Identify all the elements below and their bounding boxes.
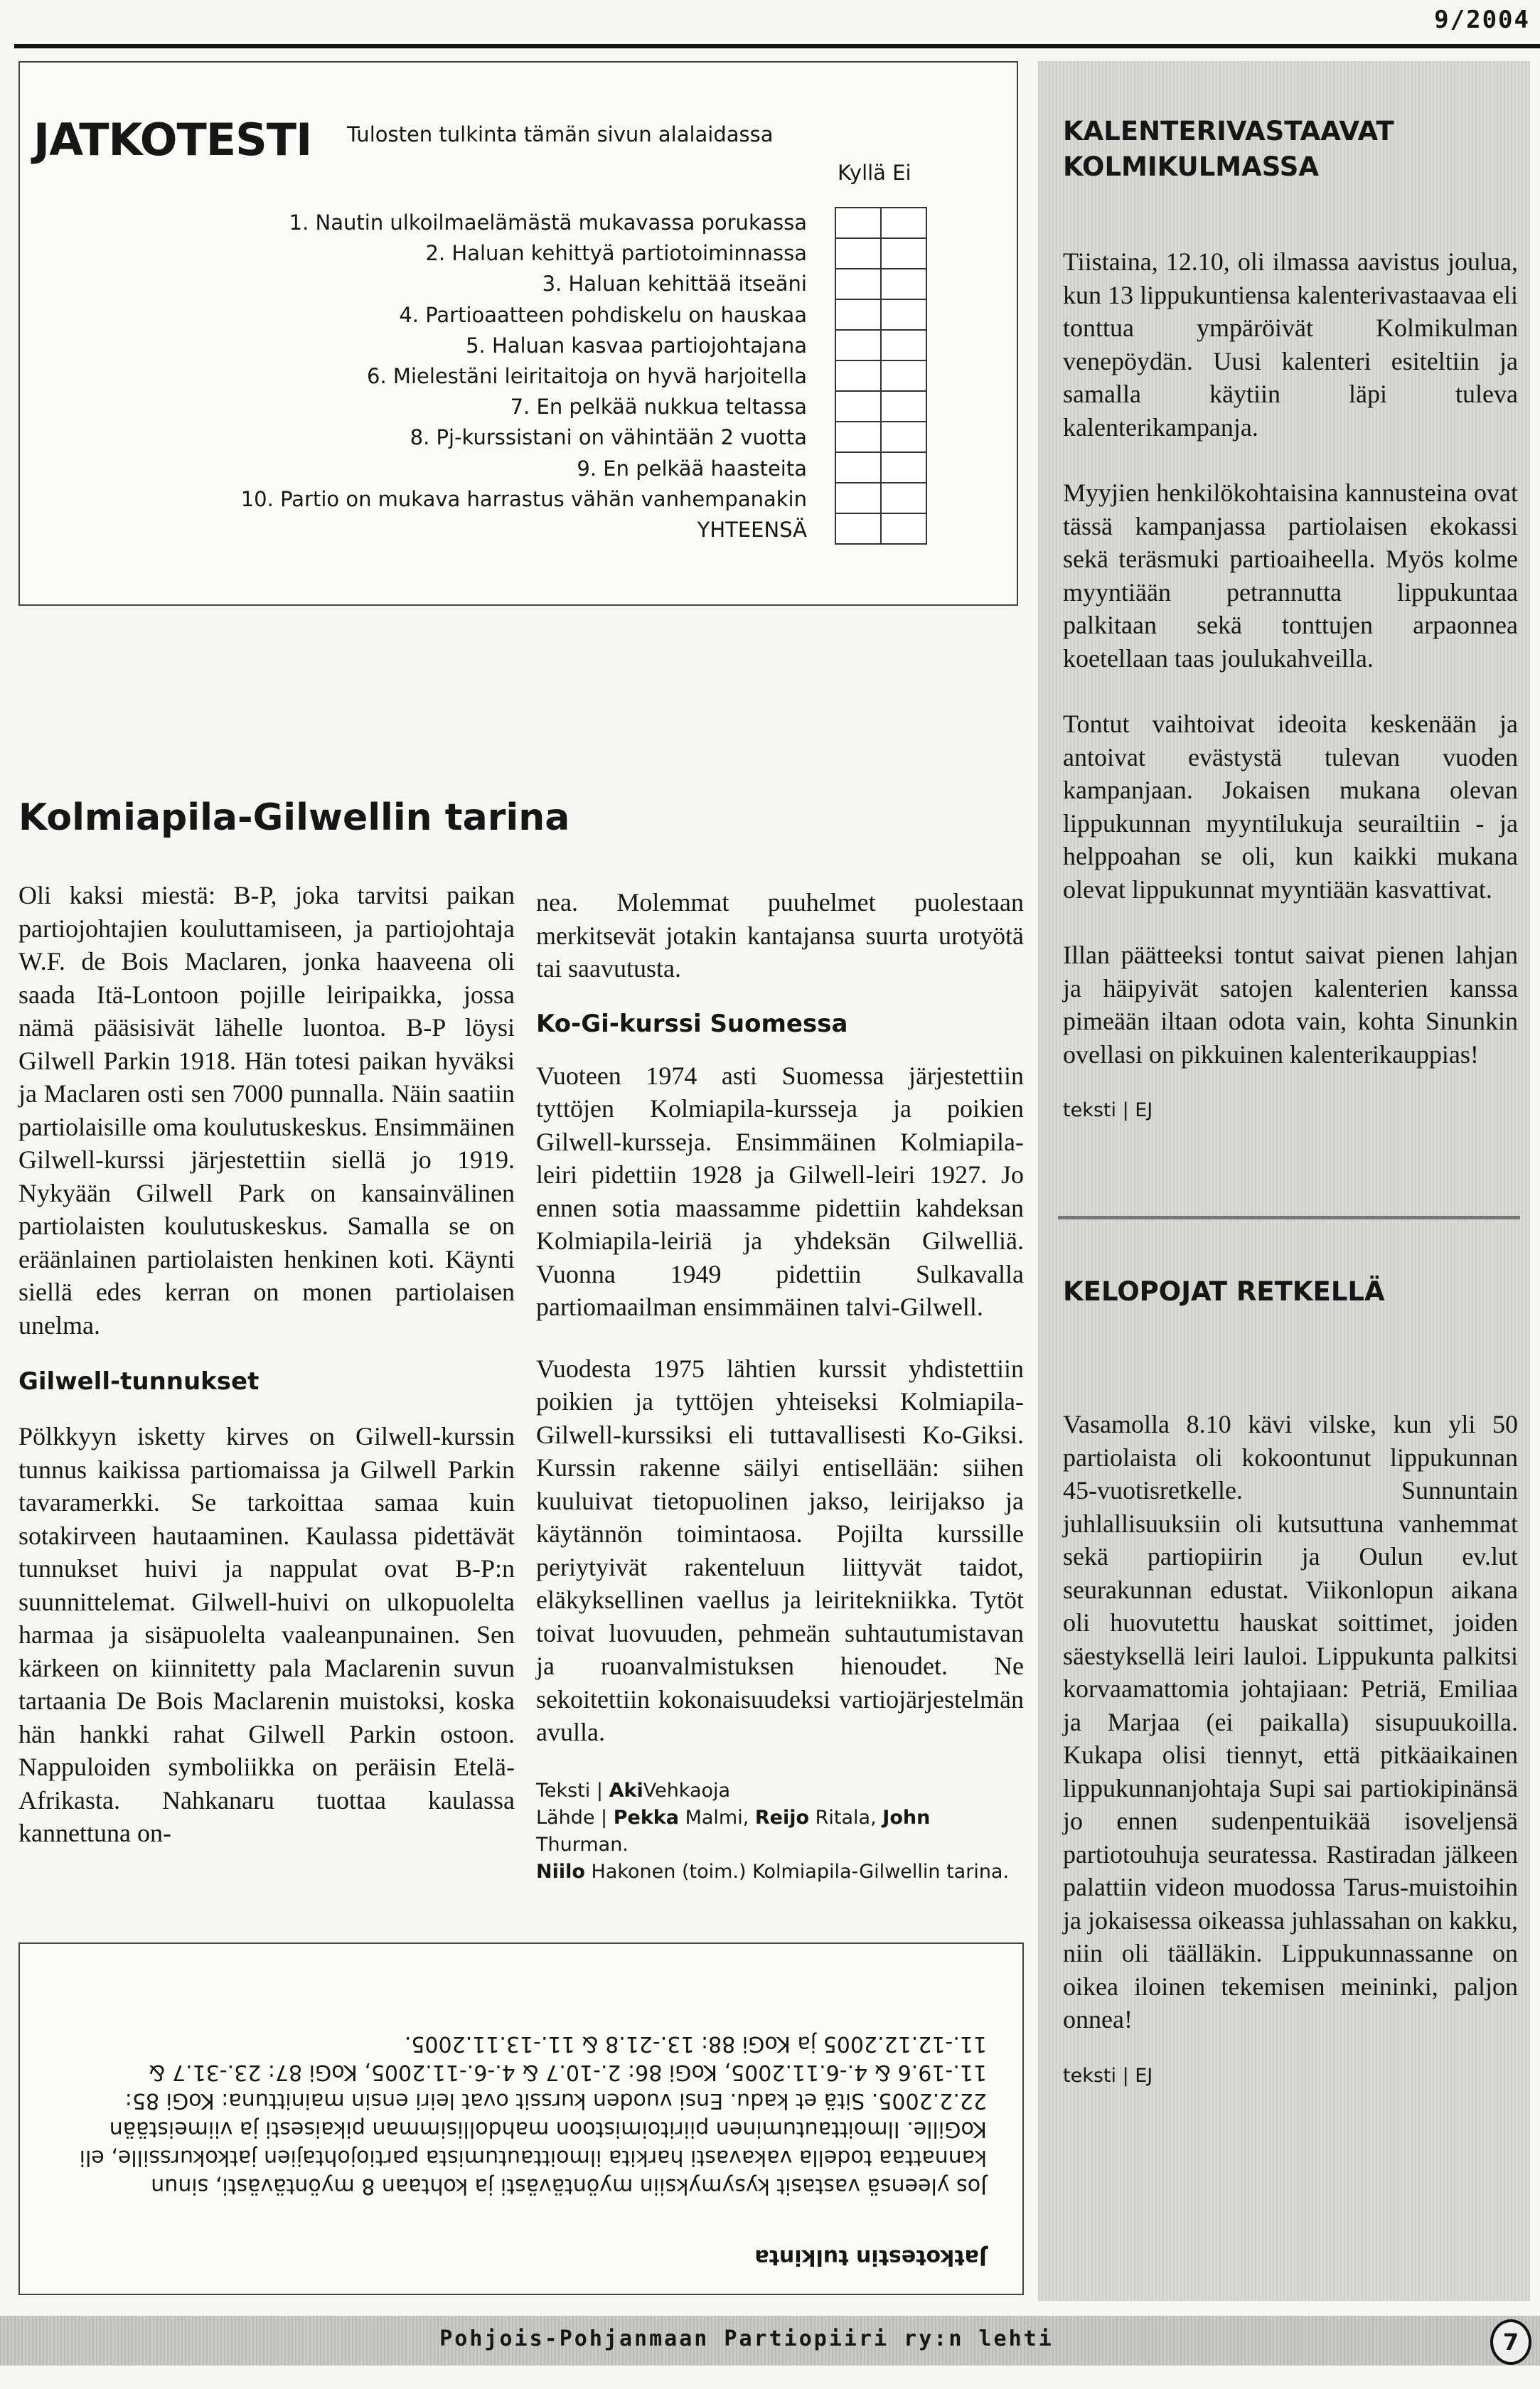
checkbox-yes[interactable]: [835, 208, 881, 238]
answer-title: Jatkotestin tulkinta: [754, 2245, 987, 2270]
credit-label: Lähde |: [536, 1806, 608, 1829]
checkbox-yes[interactable]: [835, 360, 881, 391]
quiz-question: 4. Partioaatteen pohdiskelu on hauskaa: [399, 302, 807, 327]
checkbox-yes[interactable]: [835, 513, 881, 544]
title-line: KALENTERIVASTAAVAT: [1063, 116, 1394, 146]
sidebar-story1-title: [1063, 114, 1394, 185]
quiz-question: 5. Haluan kasvaa partiojohtajana: [466, 333, 807, 358]
checkbox-no[interactable]: [881, 299, 926, 330]
checkbox-no[interactable]: [881, 208, 926, 238]
checkbox-yes[interactable]: [835, 330, 881, 360]
quiz-grid-row: [835, 208, 926, 238]
quiz-column-headers: Kyllä Ei: [838, 161, 911, 185]
quiz-question: 8. Pj-kurssistani on vähintään 2 vuotta: [410, 425, 807, 450]
quiz-question: 7. En pelkää nukkua teltassa: [510, 395, 807, 419]
quiz-answer-grid: [835, 207, 927, 545]
source-last: Hakonen (toim.) Kolmiapila-Gilwellin tarina.: [591, 1860, 1010, 1883]
quiz-question: 6. Mielestäni leiritaitoja on hyvä harjoitella: [367, 364, 807, 389]
answer-text: Jos yleensä vastasit kysymyksiin myöntävästi ja kohtaan 8 myöntävästi, sinun kannattaa todella vakavasti harkita ilmoittautumista partiojohtajien jatkokurssille, eli KoGille. Ilmoittautuminen piiritoimistoon mahdollisimman pikaisesti ja viimeistään 22.2.2005. Sitä et kadu. Ensi vuoden kurssit ovat leiri ensin mainittuna: KoGi 85: 11.-19.6 & 4.-6.11.2005, KoGi 86: 2.-10.7 & 4.-6.-11.2005, KoGi 87: 23.-31.7 & 11.-12.12.2005 ja KoGi 88: 13.-21.8 & 11.-13.11.2005.: [79, 2031, 987, 2198]
issue-number: 9/2004: [1434, 6, 1530, 34]
paragraph: Tontut vaihtoivat ideoita keskenään ja antoivat evästystä tulevan vuoden kampanjaan. Jokaisen mukana olevan lippukunnan myyntilukuja seurailtiin - ja helppoahan se oli, kun kaikki mukana olevat lippukunnat myyntiään kasvattivat.: [1063, 710, 1518, 904]
checkbox-no[interactable]: [881, 422, 926, 452]
paragraph: Oli kaksi miestä: B-P, joka tarvitsi paikan partiojohtajien kouluttamiseen, ja partiojohtaja W.F. de Bois Maclaren, jonka haaveena oli saada Itä-Lontoon pojille leiripaikka, jossa nämä pääsisivät lähelle luontoa. B-P löysi Gilwell Parkin 1918. Hän totesi paikan hyväksi ja Maclaren osti sen 7000 punnalla. Näin saatiin partiolaisille oma koulutuskeskus. Ensimmäinen Gilwell-kurssi järjestettiin siellä jo 1919. Nykyään Gilwell Park on kansainvälinen partiolaisten koulutuskeskus. Samalla se on eräänlainen partiolaisten henkinen koti. Käynti siellä edes kerran on monen partiolaisen unelma.: [18, 881, 515, 1340]
checkbox-no[interactable]: [881, 483, 926, 513]
author-first: Aki: [609, 1779, 643, 1802]
article-column-middle: [536, 886, 1024, 1886]
quiz-total-label: YHTEENSÄ: [697, 518, 807, 543]
paragraph: Illan päätteeksi tontut saivat pienen lahjan ja häipyivät satojen kalenterien kanssa pimeään iltaan odota vain, kohta Sinunkin ovellasi on pikkuinen kalenterikauppias!: [1063, 941, 1518, 1069]
answer-box: [18, 1942, 1024, 2295]
checkbox-no[interactable]: [881, 360, 926, 391]
header-rule: [14, 44, 1540, 48]
article-credits: [536, 1778, 1024, 1886]
quiz-grid-row: [835, 360, 926, 391]
quiz-grid-row: [835, 483, 926, 513]
source-first: Pekka: [613, 1806, 679, 1829]
quiz-grid-row: [835, 422, 926, 452]
checkbox-yes[interactable]: [835, 269, 881, 299]
quiz-grid-row: [835, 238, 926, 269]
publication-name: Pohjois-Pohjanmaan Partiopiiri ry:n lehti: [439, 2326, 1054, 2351]
quiz-question: 3. Haluan kehittää itseäni: [542, 272, 807, 296]
credit: teksti | EJ: [1063, 1099, 1153, 1121]
source-last: Malmi,: [685, 1806, 749, 1829]
checkbox-yes[interactable]: [835, 391, 881, 422]
checkbox-yes[interactable]: [835, 238, 881, 269]
article-column-left: [18, 879, 515, 1850]
quiz-subtitle: Tulosten tulkinta tämän sivun alalaidassa: [347, 122, 774, 146]
checkbox-yes[interactable]: [835, 422, 881, 452]
checkbox-yes[interactable]: [835, 452, 881, 483]
paragraph: Vasamolla 8.10 kävi vilske, kun yli 50 partiolaista oli kokoontunut lippukunnan 45-vuotisretkelle. Sunnuntain juhlallisuuksiin oli kutsuttuna vanhemmat sekä partiopiirin ja Oulun ev.lut seurakunnan edustat. Viikonlopun aikana oli huovutettu hauskat soittimet, joiden säestyksellä leiri lauloi. Lippukunta palkitsi korvaamattomia johtajiaan: Petriä, Emiliaa ja Marjaa (ei paikalla) sisupuukoilla. Kukapa olisi tiennyt, että pitkäaikainen lippukunnanjohtaja Supi sai partiokipinänsä jo ennen sudenpentuikää isoveljensä partiotouhuja seuratessa. Rastiradan jälkeen palattiin videon muodossa Tarus-muistoihin ja jokaisessa oikeassa juhlassahan on kakku, niin oli täälläkin. Lippukunnassanne on oikea iloinen tekemisen meininki, paljon onnea!: [1063, 1410, 1518, 2033]
article-title: Kolmiapila-Gilwellin tarina: [18, 796, 570, 839]
source-last: Ritala,: [815, 1806, 877, 1829]
source-first: Niilo: [536, 1860, 585, 1883]
quiz-grid-row: [835, 391, 926, 422]
checkbox-yes[interactable]: [835, 483, 881, 513]
checkbox-no[interactable]: [881, 238, 926, 269]
paragraph: nea. Molemmat puuhelmet puolestaan merkitsevät jotakin kantajansa suurta urotyötä tai saavutusta.: [536, 888, 1024, 983]
quiz-question: 1. Nautin ulkoilmaelämästä mukavassa porukassa: [289, 210, 807, 235]
checkbox-yes[interactable]: [835, 299, 881, 330]
answer-text-rotated: [63, 2029, 987, 2271]
checkbox-no[interactable]: [881, 269, 926, 299]
quiz-question: 9. En pelkää haasteita: [577, 456, 807, 481]
source-first: Reijo: [754, 1806, 810, 1829]
quiz-grid-row: [835, 269, 926, 299]
quiz-grid-row: [835, 330, 926, 360]
quiz-title: JATKOTESTI: [33, 114, 312, 166]
sidebar-separator: [1058, 1216, 1520, 1219]
paragraph: Vuodesta 1975 lähtien kurssit yhdistettiin poikien ja tyttöjen yhteiseksi Kolmiapila-Gilwell-kurssiksi eli tuttavallisesti Ko-Giksi. Kurssin rakenne säilyi entisellään: siihen kuuluivat tietopuolinen jakso, leirijakso ja käytännön toimintaosa. Pojilta kurssille periytyivät rakenteluun liittyvät taidot, eläkyksellinen vaellus ja leiritekniikka. Tytöt toivat luovuuden, pehmeän suhtautumistavan ja ruoanvalmistuksen hienoudet. Ne sekoitettiin kokonaisuudeksi vartiojärjestelmän avulla.: [536, 1354, 1024, 1746]
page-number: 7: [1490, 2319, 1531, 2365]
quiz-question: 10. Partio on mukava harrastus vähän vanhempanakin: [240, 486, 807, 511]
title-line: KOLMIKULMASSA: [1063, 151, 1319, 182]
checkbox-no[interactable]: [881, 513, 926, 544]
checkbox-no[interactable]: [881, 391, 926, 422]
paragraph: Pölkkyyn isketty kirves on Gilwell-kurssin tunnus kaikissa partiomaissa ja Gilwell Parkin tavaramerkki. Se tarkoittaa samaa kuin sotakirveen hautaaminen. Kaulassa pidettävät tunnukset huivi ja nappulat ovat B-P:n suunnittelemat. Gilwell-huivi on ulkopuolelta harmaa ja sisäpuolelta vaaleanpunainen. Sen kärkeen on kiinnitetty pala Maclarenin suvun tartaania De Bois Maclarenin muistoksi, koska hän hankki rahat Gilwell Parkin ostoon. Nappuloiden symboliikka on peräisin Etelä-Afrikasta. Nahkanaru tuottaa kaulassa kannettuna on-: [18, 1422, 515, 1847]
checkbox-no[interactable]: [881, 452, 926, 483]
paragraph: Tiistaina, 12.10, oli ilmassa aavistus joulua, kun 13 lippukuntiensa kalenterivastaavaa eli tonttua ympäröivät Kolmikulman venepöydän. Uusi kalenteri esiteltiin ja samalla käytiin läpi tuleva kalenterikampanja.: [1063, 247, 1518, 442]
quiz-grid-row: [835, 299, 926, 330]
credit-label: Teksti |: [536, 1779, 603, 1802]
subheading: Gilwell-tunnukset: [18, 1367, 260, 1396]
sidebar-story1-body: [1063, 245, 1518, 1121]
quiz-grid-row: [835, 452, 926, 483]
checkbox-no[interactable]: [881, 330, 926, 360]
source-first: John: [882, 1806, 931, 1829]
quiz-questions: [178, 208, 807, 545]
paragraph: Myyjien henkilökohtaisina kannusteina ovat tässä kampanjassa partiolaisen ekokassi sekä teräsmuki partioaiheella. Myös kolme myyntiään petrannutta lippukuntaa palkitaan sekä tonttujen arpaonnea koetellaan taas joulukahveilla.: [1063, 479, 1518, 673]
quiz-question: 2. Haluan kehittyä partiotoiminnassa: [425, 241, 807, 266]
sidebar-story2-body: [1063, 1408, 1518, 2087]
quiz-grid-row: [835, 513, 926, 544]
credit: teksti | EJ: [1063, 2064, 1153, 2087]
paragraph: Vuoteen 1974 asti Suomessa järjestettiin tyttöjen Kolmiapila-kursseja ja poikien Gilwell-kursseja. Ensimmäinen Kolmiapila-leiri pidettiin 1928 ja Gilwell-leiri 1927. Jo ennen sotia maassamme pidettiin kahdeksan Kolmiapila-leiriä ja yhdeksän Gilwelliä. Vuonna 1949 pidettiin Sulkavalla partiomaailman ensimmäinen talvi-Gilwell.: [536, 1061, 1024, 1321]
source-last: Thurman.: [536, 1833, 629, 1856]
subheading: Ko-Gi-kurssi Suomessa: [536, 1009, 848, 1038]
sidebar-story2-title: KELOPOJAT RETKELLÄ: [1063, 1276, 1385, 1307]
author-last: Vehkaoja: [643, 1779, 731, 1802]
